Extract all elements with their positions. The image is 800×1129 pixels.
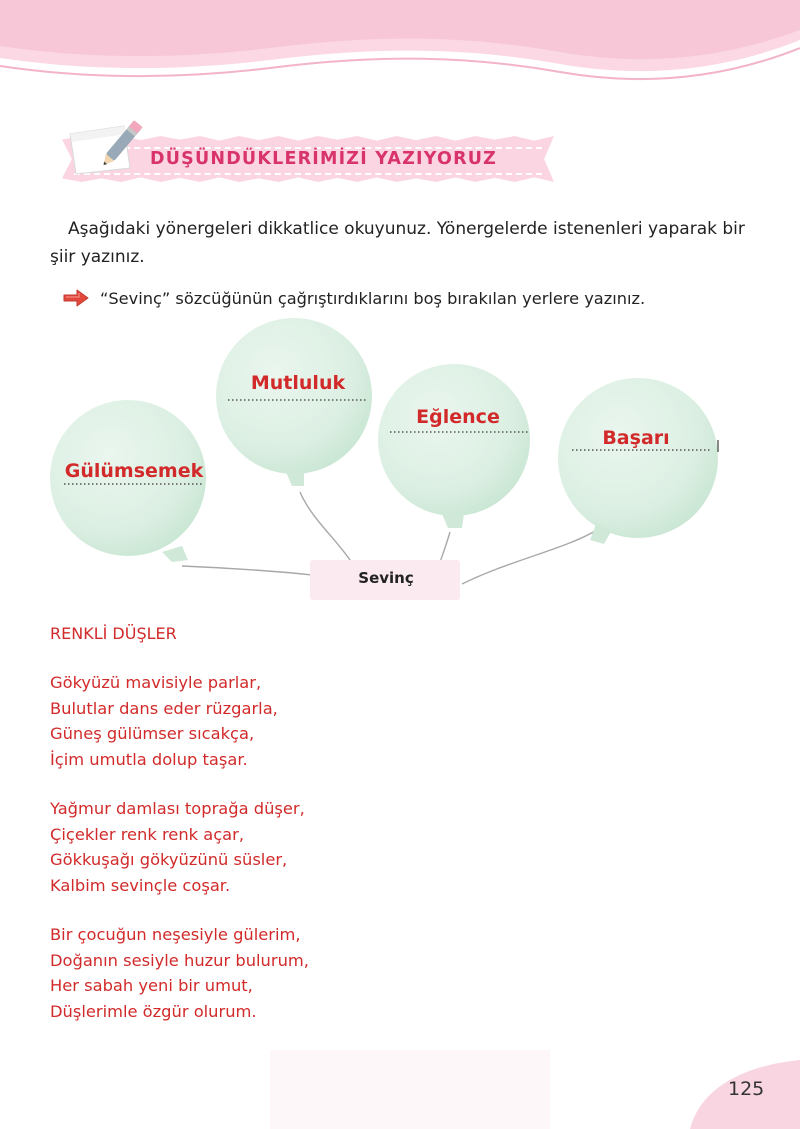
top-wave-decoration: [0, 0, 800, 90]
balloon-word-mutluluk: Mutluluk: [250, 372, 346, 394]
balloon-eglence: [378, 364, 530, 528]
balloon-basari: [558, 378, 718, 544]
poem-line: Yağmur damlası toprağa düşer,: [50, 799, 305, 818]
page-number: 125: [728, 1078, 765, 1100]
balloon-word-eglence: Eğlence: [416, 406, 500, 428]
balloon-word-basari: Başarı: [602, 427, 670, 449]
intro-text: Aşağıdaki yönergeleri dikkatlice okuyunuz. Yönergelerde istenenleri yaparak bir şiir yazınız.: [50, 219, 745, 267]
poem-line: Gökkuşağı gökyüzünü süsler,: [50, 850, 288, 869]
poem-line: Düşlerimle özgür olurum.: [50, 1001, 257, 1021]
poem-line: Bulutlar dans eder rüzgarla,: [50, 698, 278, 718]
poem-line: Güneş gülümser sıcakça,: [50, 724, 255, 743]
balloon-mutluluk: [216, 318, 372, 486]
section-title-banner: [62, 132, 554, 184]
poem-line: Bir çocuğun neşesiyle gülerim,: [50, 925, 301, 944]
intro-paragraph: [50, 215, 750, 271]
poem: [50, 622, 650, 1048]
corner-decoration: [0, 1040, 800, 1129]
poem-line: Doğanın sesiyle huzur bulurum,: [50, 950, 309, 970]
poem-line: Gökyüzü mavisiyle parlar,: [50, 673, 262, 692]
section-title: DÜŞÜNDÜKLERİMİZİ YAZIYORUZ: [150, 149, 498, 169]
poem-title: RENKLİ DÜŞLER: [50, 624, 177, 643]
poem-line: İçim umutla dolup taşar.: [50, 749, 248, 769]
poem-stanza-3: [50, 922, 650, 1024]
pencil-icon: [64, 114, 150, 180]
poem-line: Çiçekler renk renk açar,: [50, 824, 245, 844]
poem-stanza-2: [50, 796, 650, 898]
poem-line: Her sabah yeni bir umut,: [50, 976, 253, 995]
balloon-word-gulumsemek: Gülümsemek: [64, 460, 204, 482]
poem-line: Kalbim sevinçle coşar.: [50, 875, 231, 895]
poem-stanza-1: [50, 670, 650, 772]
instruction-text: “Sevinç” sözcüğünün çağrıştırdıklarını boş bırakılan yerlere yazınız.: [100, 289, 646, 308]
sevinc-label: Sevinç: [358, 569, 414, 587]
